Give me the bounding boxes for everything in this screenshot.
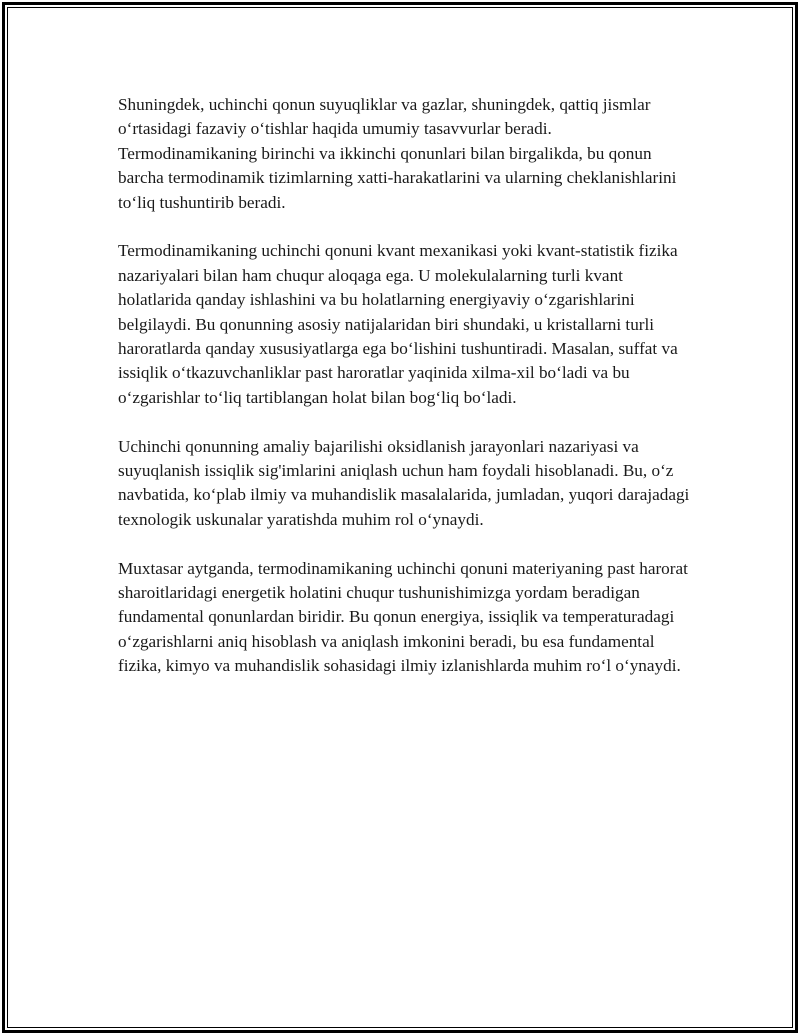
paragraph-2: Termodinamikaning uchinchi qonuni kvant mexanikasi yoki kvant-statistik fizika nazariyalari bilan ham chuqur aloqaga ega. U molekulalarning turli kvant holatlarida qanday ishlashini va bu holatlarning energiyaviy oʻzgarishlarini belgilaydi. Bu qonunning asosiy natijalaridan biri shundaki, u kristallarni turli haroratlarda qanday xususiyatlarga ega boʻlishini tushuntiradi. Masalan, suffat va issiqlik oʻtkazuvchanliklar past haroratlar yaqinida xilma-xil boʻladi va bu oʻzgarishlar toʻliq tartiblangan holat bilan bogʻliq boʻladi. — [118, 241, 678, 407]
paragraph-3: Uchinchi qonunning amaliy bajarilishi oksidlanish jarayonlari nazariyasi va suyuqlanish issiqlik sig'imlarini aniqlash uchun ham foydali hisoblanadi. Bu, oʻz navbatida, koʻplab ilmiy va muhandislik masalalarida, jumladan, yuqori darajadagi texnologik uskunalar yaratishda muhim rol oʻynaydi. — [118, 436, 690, 529]
paragraph-4: Muxtasar aytganda, termodinamikaning uchinchi qonuni materiyaning past harorat sharoitlaridagi energetik holatini chuqur tushunishimizga yordam beradigan fundamental qonunlardan biridir. Bu qonun energiya, issiqlik va temperaturadagi oʻzgarishlarni aniq hisoblash va aniqlash imkonini beradi, bu esa fundamental fizika, kimyo va muhandislik sohasidagi ilmiy izlanishlarda muhim roʻl oʻynaydi. — [118, 558, 688, 676]
document-body — [118, 93, 690, 703]
paragraph-1: Shuningdek, uchinchi qonun suyuqliklar va gazlar, shuningdek, qattiq jismlar oʻrtasidagi fazaviy oʻtishlar haqida umumiy tasavvurlar beradi. Termodinamikaning birinchi va ikkinchi qonunlari bilan birgalikda, bu qonun barcha termodinamik tizimlarning xatti-harakatlarini va ularning cheklanishlarini toʻliq tushuntirib beradi. — [118, 95, 677, 212]
